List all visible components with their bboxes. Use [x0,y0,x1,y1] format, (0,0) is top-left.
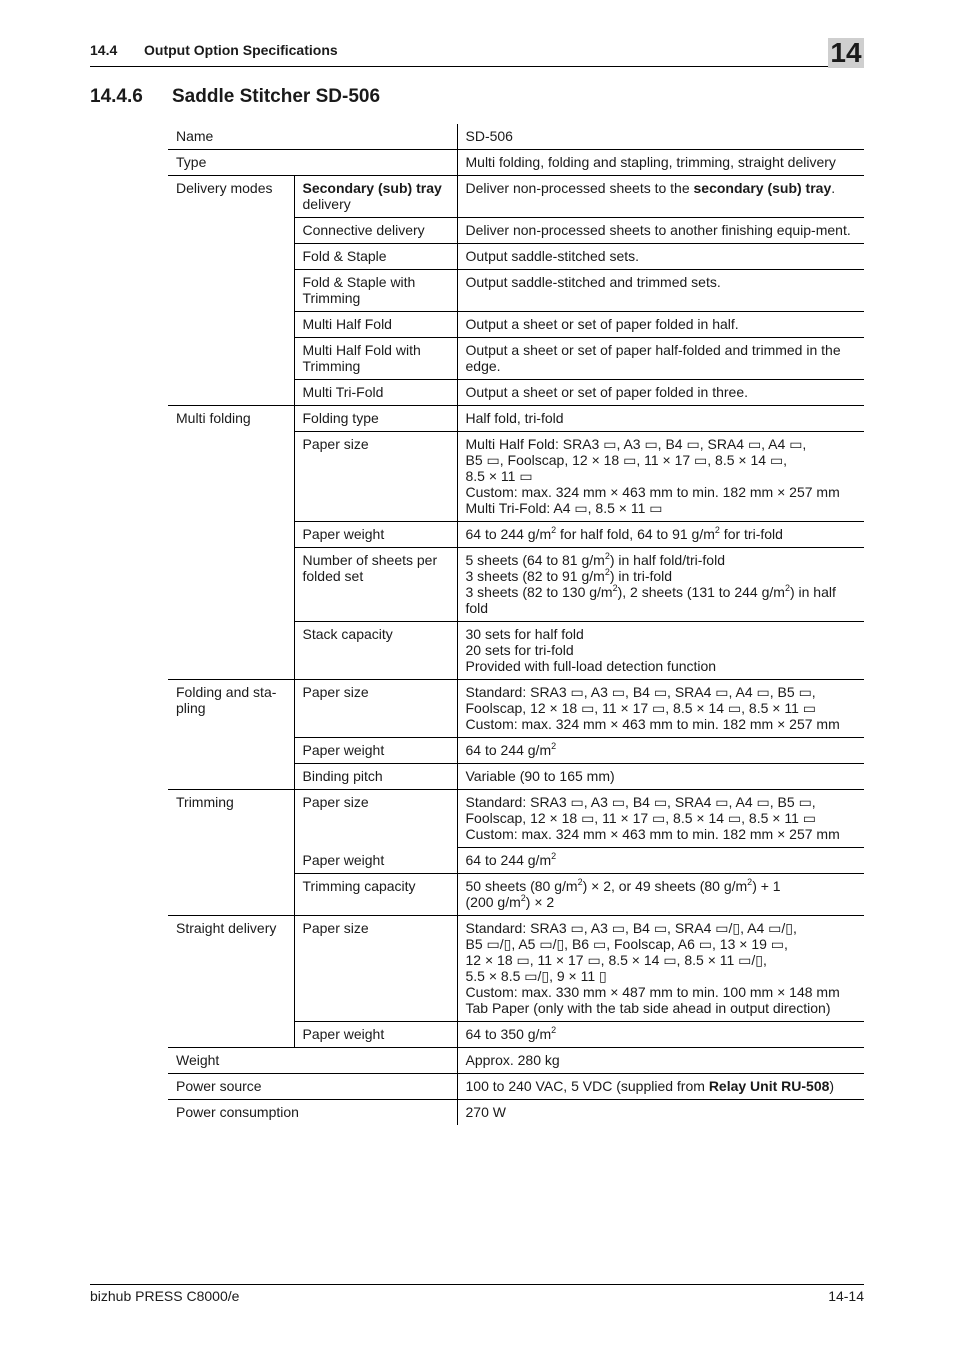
row-label: Paper weight [294,738,457,764]
value-text: ) [829,1078,835,1094]
value-text: 50 sheets (80 g/m [465,878,578,894]
row-value: Output saddle-stitched sets. [457,244,864,270]
row-label: Paper size [294,680,457,738]
table-row [168,176,864,218]
row-value [457,1022,864,1048]
row-value: Deliver non-processed sheets to another finishing equip-ment. [457,218,864,244]
table-row [168,790,864,848]
row-value [457,548,864,622]
row-value: Half fold, tri-fold [457,406,864,432]
row-label: Name [176,128,214,144]
row-value [457,1074,864,1100]
superscript: 2 [551,1025,557,1035]
row-label: Power source [168,1074,457,1100]
desc-bold: secondary (sub) tray [693,180,832,196]
row-label: Trimming capacity [294,874,457,916]
value-text: 3 sheets (82 to 91 g/m [465,568,605,584]
row-value [457,432,864,522]
row-label: Fold & Staple with Trimming [294,270,457,312]
value-text: (200 g/m [465,894,521,910]
row-label: Binding pitch [294,764,457,790]
value-text: ) × 2 [525,894,555,910]
row-value: Output a sheet or set of paper folded in half. [457,312,864,338]
row-label: Power consumption [168,1100,457,1126]
row-value: 270 W [457,1100,864,1126]
value-line: 8.5 × 11 ▭ [465,468,533,484]
row-label: Folding type [294,406,457,432]
group-label: Delivery modes [168,176,294,406]
value-line: Custom: max. 324 mm × 463 mm to min. 182 mm × 257 mm [465,716,840,732]
row-label: Multi Tri-Fold [294,380,457,406]
section-number: 14.4 [90,42,118,58]
value-line: 12 × 18 ▭, 11 × 17 ▭, 8.5 × 14 ▭, 8.5 × 11 ▭/▯, [465,952,767,968]
superscript: 2 [577,877,583,887]
value-line: Standard: SRA3 ▭, A3 ▭, B4 ▭, SRA4 ▭/▯, A4 ▭/▯, [465,920,797,936]
group-label: Straight delivery [168,916,294,1048]
specifications-table [168,124,864,1125]
value-text: ) × 2, or 49 sheets (80 g/m [582,878,748,894]
chapter-badge: 14 [828,38,864,68]
value-line: Foolscap, 12 × 18 ▭, 11 × 17 ▭, 8.5 × 14 ▭, 8.5 × 11 ▭ [465,700,816,716]
row-value [457,522,864,548]
row-label: Paper size [294,916,457,1022]
value-line: 30 sets for half fold [465,626,584,642]
row-label [294,176,457,218]
row-value [457,916,864,1022]
superscript: 2 [714,525,720,535]
superscript: 2 [520,893,526,903]
footer-product: bizhub PRESS C8000/e [90,1288,240,1304]
value-line: Provided with full-load detection function [465,658,717,674]
table-row [168,124,864,150]
row-label: Paper weight [294,848,457,874]
row-label: Type [168,150,457,176]
row-label: Paper weight [294,1022,457,1048]
value-line: B5 ▭, Foolscap, 12 × 18 ▭, 11 × 17 ▭, 8.5 × 14 ▭, [465,452,788,468]
desc-text: . [831,180,836,196]
row-value [457,680,864,738]
section-heading [90,42,338,58]
value-line: Custom: max. 324 mm × 463 mm to min. 182 mm × 257 mm [465,826,840,842]
superscript: 2 [747,877,753,887]
value-text: 100 to 240 VAC, 5 VDC (supplied from [465,1078,709,1094]
table-row [168,150,864,176]
table-row [168,680,864,738]
value-text: 64 to 244 g/m [465,852,552,868]
value-line: 20 sets for tri-fold [465,642,574,658]
row-label: Paper weight [294,522,457,548]
row-label: Fold & Staple [294,244,457,270]
footer-page-number: 14-14 [828,1288,864,1304]
row-value [457,874,864,916]
row-value: SD-506 [457,124,864,150]
desc-text: Deliver non-processed sheets to the [465,180,694,196]
superscript: 2 [784,583,790,593]
row-value [457,176,864,218]
value-line: Multi Half Fold: SRA3 ▭, A3 ▭, B4 ▭, SRA4 ▭, A4 ▭, [465,436,807,452]
value-line: Standard: SRA3 ▭, A3 ▭, B4 ▭, SRA4 ▭, A4 ▭, B5 ▭, [465,684,816,700]
table-row [168,406,864,432]
page-title [90,86,380,108]
row-value [457,790,864,848]
value-line: Custom: max. 324 mm × 463 mm to min. 182 mm × 257 mm [465,484,840,500]
row-label: Paper size [294,790,457,848]
value-text: for tri-fold [719,526,783,542]
row-label: Multi Half Fold with Trimming [294,338,457,380]
value-text: 64 to 244 g/m [465,526,552,542]
table-row [168,1074,864,1100]
row-value: Output saddle-stitched and trimmed sets. [457,270,864,312]
superscript: 2 [604,567,610,577]
row-label: Stack capacity [294,622,457,680]
page-footer [90,1284,864,1304]
value-bold: Relay Unit RU-508 [708,1078,830,1094]
row-label: Weight [168,1048,457,1074]
value-line: Tab Paper (only with the tab side ahead in output direction) [465,1000,831,1016]
page-header [90,37,864,68]
row-value: Output a sheet or set of paper half-folded and trimmed in the edge. [457,338,864,380]
page-title-text: Saddle Stitcher SD-506 [172,86,381,107]
row-value: Variable (90 to 165 mm) [457,764,864,790]
superscript: 2 [612,583,618,593]
group-label: Multi folding [168,406,294,680]
table-row [168,916,864,1022]
superscript: 2 [551,851,557,861]
value-line: Standard: SRA3 ▭, A3 ▭, B4 ▭, SRA4 ▭, A4 ▭, B5 ▭, [465,794,816,810]
page-title-number: 14.4.6 [90,86,143,107]
mode-rest: delivery [302,196,351,212]
value-line: B5 ▭/▯, A5 ▭/▯, B6 ▭, Foolscap, A6 ▭, 13 × 19 ▭, [465,936,788,952]
value-text: 64 to 244 g/m [465,742,552,758]
value-line: Custom: max. 330 mm × 487 mm to min. 100 mm × 148 mm [465,984,840,1000]
row-label: Connective delivery [294,218,457,244]
value-text: ) + 1 [752,878,781,894]
table-row [168,1100,864,1126]
row-value: Approx. 280 kg [457,1048,864,1074]
value-text: 5 sheets (64 to 81 g/m [465,552,605,568]
row-label: Number of sheets per folded set [294,548,457,622]
value-text: 64 to 350 g/m [465,1026,552,1042]
superscript: 2 [551,741,557,751]
value-line: Multi Tri-Fold: A4 ▭, 8.5 × 11 ▭ [465,500,663,516]
superscript: 2 [551,525,557,535]
value-text: ), 2 sheets (131 to 244 g/m [617,584,785,600]
row-value: Multi folding, folding and stapling, trimming, straight delivery [457,150,864,176]
mode-bold: Secondary (sub) tray [302,180,442,196]
row-value [457,622,864,680]
row-value [457,738,864,764]
table-row [168,1048,864,1074]
value-text: 3 sheets (82 to 130 g/m [465,584,613,600]
group-label: Trimming [168,790,294,916]
row-value: Output a sheet or set of paper folded in three. [457,380,864,406]
row-value [457,848,864,874]
value-text: ) in half fold/tri-fold [609,552,725,568]
value-text: ) in tri-fold [609,568,673,584]
superscript: 2 [604,551,610,561]
group-label: Folding and sta-pling [168,680,294,790]
row-label: Multi Half Fold [294,312,457,338]
value-text: for half fold, 64 to 91 g/m [556,526,715,542]
value-line: 5.5 × 8.5 ▭/▯, 9 × 11 ▯ [465,968,607,984]
section-title: Output Option Specifications [144,42,338,58]
value-line: Foolscap, 12 × 18 ▭, 11 × 17 ▭, 8.5 × 14 ▭, 8.5 × 11 ▭ [465,810,816,826]
value-text: ) in half fold [465,584,836,616]
row-label: Paper size [294,432,457,522]
